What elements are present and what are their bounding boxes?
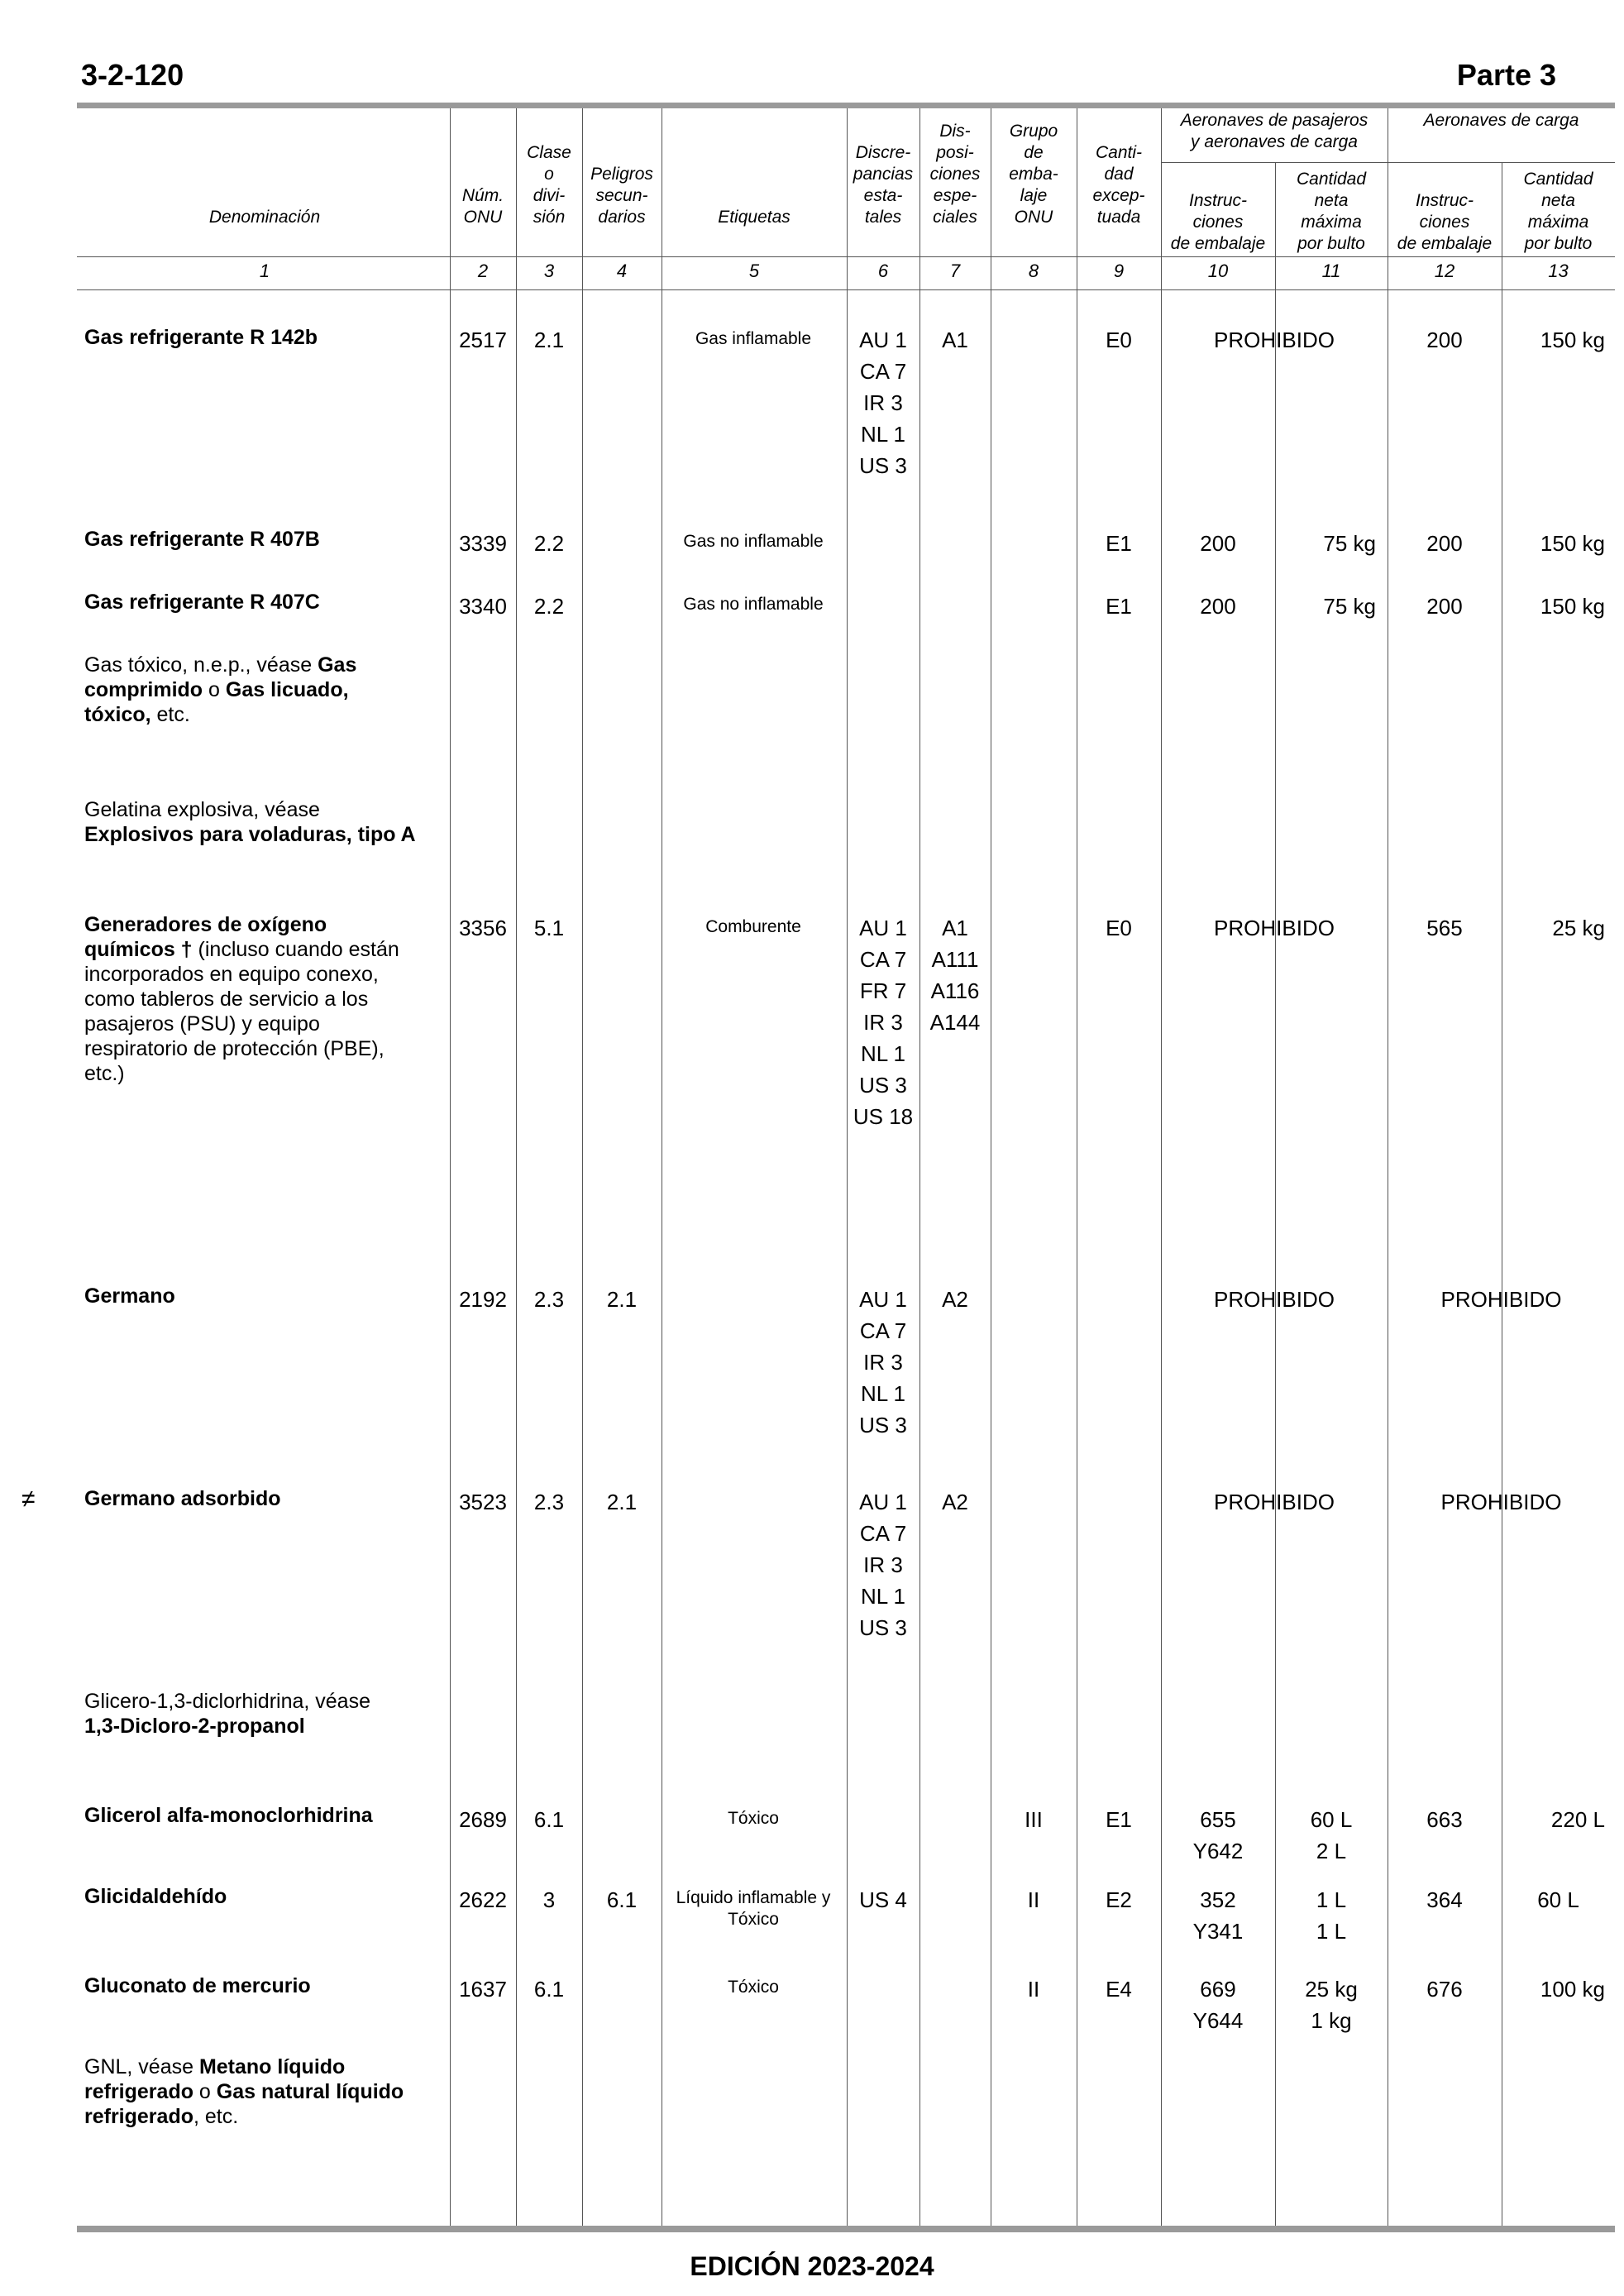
cross-reference-entry: Gas tóxico, n.e.p., véase Gas comprimido o Gas licuado, tóxico, etc. <box>84 653 357 726</box>
col-header-packing-group: Grupo de emba- laje ONU <box>1009 122 1058 227</box>
excepted-quantity: E1 <box>1106 1807 1132 1832</box>
subsidiary-hazard: 6.1 <box>606 1887 638 1912</box>
substance-name: Gas refrigerante R 142b <box>84 326 318 349</box>
cargo-max-quantity: 220 L <box>1550 1807 1605 1832</box>
edition-footer: EDICIÓN 2023-2024 <box>690 2251 934 2281</box>
col-header-cargo-max-net-qty: Cantidad neta máxima por bulto <box>1523 170 1593 253</box>
col-header-excepted-quantity: Canti- dad excep- tuada <box>1092 143 1145 227</box>
un-number: 2622 <box>459 1887 507 1912</box>
col-header-subsidiary-hazards: Peligros secun- darios <box>590 165 653 227</box>
page-section-number: 3-2-120 <box>81 58 184 92</box>
substance-name: Germano <box>84 1284 175 1308</box>
cargo-max-quantity: 150 kg <box>1540 594 1605 619</box>
un-number: 3356 <box>459 916 507 940</box>
pax-prohibited: PROHIBIDO <box>1214 1287 1335 1312</box>
col-group-passenger-aircraft: Aeronaves de pasajeros y aeronaves de carga <box>1180 111 1368 151</box>
excepted-quantity: E1 <box>1106 594 1132 619</box>
cargo-packing-instruction: 565 <box>1426 916 1463 940</box>
cross-reference-entry: Gelatina explosiva, véase Explosivos para voladuras, tipo A <box>84 798 416 846</box>
state-variations: AU 1 CA 7 IR 3 NL 1 US 3 <box>859 1490 907 1640</box>
pax-packing-instruction: 669 Y644 <box>1192 1977 1244 2033</box>
pax-packing-instruction: 200 <box>1200 594 1236 619</box>
cargo-max-quantity: 150 kg <box>1540 328 1605 352</box>
subsidiary-hazard: 2.1 <box>606 1490 638 1514</box>
bottom-rule <box>77 2226 1615 2232</box>
cargo-packing-instruction: 200 <box>1426 594 1463 619</box>
packing-group: III <box>1025 1807 1043 1832</box>
un-number: 3340 <box>459 594 507 619</box>
excepted-quantity: E4 <box>1106 1977 1132 2002</box>
excepted-quantity: E0 <box>1106 916 1132 940</box>
substance-name: Gas refrigerante R 407B <box>84 528 320 551</box>
col-header-special-provisions: Dis- posi- ciones espe- ciales <box>929 122 981 227</box>
cargo-packing-instruction: 200 <box>1426 531 1463 556</box>
state-variations: AU 1 CA 7 FR 7 IR 3 NL 1 US 3 US 18 <box>853 916 914 1129</box>
page-part-label: Parte 3 <box>1456 58 1556 92</box>
pax-packing-instruction: 352 Y341 <box>1192 1887 1244 1944</box>
state-variations: AU 1 CA 7 IR 3 NL 1 US 3 <box>859 328 907 478</box>
class-division: 5.1 <box>533 916 565 940</box>
cargo-prohibited: PROHIBIDO <box>1440 1287 1562 1312</box>
un-number: 2689 <box>459 1807 507 1832</box>
pax-max-quantity: 75 kg <box>1323 531 1376 556</box>
cargo-packing-instruction: 200 <box>1426 328 1463 352</box>
pax-packing-instruction: 655 Y642 <box>1192 1807 1244 1863</box>
col-header-denominacion: Denominación <box>208 208 321 227</box>
class-division: 6.1 <box>533 1807 565 1832</box>
substance-name: Gas refrigerante R 407C <box>84 591 320 614</box>
col-header-cargo-packing-instructions: Instruc- ciones de embalaje <box>1397 191 1493 253</box>
pax-max-quantity: 75 kg <box>1323 594 1376 619</box>
pax-prohibited: PROHIBIDO <box>1214 1490 1335 1514</box>
cargo-packing-instruction: 364 <box>1426 1887 1463 1912</box>
class-division: 2.3 <box>533 1490 565 1514</box>
special-provisions: A2 <box>942 1490 968 1514</box>
hazard-label: Gas no inflamable <box>683 532 824 551</box>
hazard-label: Gas no inflamable <box>683 595 824 614</box>
hazard-label: Líquido inflamable y Tóxico <box>676 1888 831 1929</box>
cargo-packing-instruction: 676 <box>1426 1977 1463 2002</box>
special-provisions: A2 <box>942 1287 968 1312</box>
packing-group: II <box>1027 1977 1040 2002</box>
class-division: 2.2 <box>533 531 565 556</box>
excepted-quantity: E2 <box>1106 1887 1132 1912</box>
col-header-un-number: Núm. ONU <box>461 186 504 227</box>
excepted-quantity: E0 <box>1106 328 1132 352</box>
excepted-quantity: E1 <box>1106 531 1132 556</box>
cargo-max-quantity: 60 L <box>1537 1887 1579 1912</box>
col-header-state-variations: Discre- pancias esta- tales <box>853 143 914 227</box>
hazard-label: Comburente <box>705 917 801 936</box>
cargo-max-quantity: 25 kg <box>1552 916 1605 940</box>
hazard-label: Gas inflamable <box>695 329 812 348</box>
col-header-labels: Etiquetas <box>718 208 791 227</box>
special-provisions: A1 A111 A116 A144 <box>929 916 981 1035</box>
cargo-prohibited: PROHIBIDO <box>1440 1490 1562 1514</box>
change-mark: ≠ <box>21 1485 36 1513</box>
cross-reference-entry: Glicero-1,3-diclorhidrina, véase 1,3-Dicloro-2-propanol <box>84 1690 370 1738</box>
un-number: 3339 <box>459 531 507 556</box>
class-division: 2.3 <box>533 1287 565 1312</box>
un-number: 2192 <box>459 1287 507 1312</box>
col-header-pax-packing-instructions: Instruc- ciones de embalaje <box>1170 191 1266 253</box>
class-division: 2.1 <box>533 328 565 352</box>
col-header-pax-max-net-qty: Cantidad neta máxima por bulto <box>1296 170 1367 253</box>
col-group-cargo-aircraft: Aeronaves de carga <box>1423 111 1579 130</box>
cargo-packing-instruction: 663 <box>1426 1807 1463 1832</box>
substance-name: Gluconato de mercurio <box>84 1974 311 1997</box>
hazard-label: Tóxico <box>728 1809 779 1828</box>
class-division: 6.1 <box>533 1977 565 2002</box>
hazard-label: Tóxico <box>728 1978 779 1997</box>
substance-name: Glicerol alfa-monoclorhidrina <box>84 1804 373 1827</box>
class-division: 2.2 <box>533 594 565 619</box>
pax-prohibited: PROHIBIDO <box>1214 328 1335 352</box>
substance-name: Generadores de oxígeno químicos † (incluso cuando están incorporados en equipo conexo, como tableros de servicio a los pasajeros (PSU) y equipo respiratorio de protección (PBE), etc.) <box>84 913 399 1085</box>
packing-group: II <box>1027 1887 1040 1912</box>
un-number: 3523 <box>459 1490 507 1514</box>
un-number: 1637 <box>459 1977 507 2002</box>
cargo-max-quantity: 150 kg <box>1540 531 1605 556</box>
subsidiary-hazard: 2.1 <box>606 1287 638 1312</box>
top-rule <box>77 103 1615 108</box>
special-provisions: A1 <box>942 328 968 352</box>
state-variations: US 4 <box>859 1887 907 1912</box>
col-header-class: Clase o divi- sión <box>527 143 571 227</box>
pax-prohibited: PROHIBIDO <box>1214 916 1335 940</box>
cross-reference-entry: GNL, véase Metano líquido refrigerado o Gas natural líquido refrigerado, etc. <box>84 2055 404 2128</box>
pax-packing-instruction: 200 <box>1200 531 1236 556</box>
cargo-max-quantity: 100 kg <box>1540 1977 1605 2002</box>
class-division: 3 <box>542 1887 556 1912</box>
state-variations: AU 1 CA 7 IR 3 NL 1 US 3 <box>859 1287 907 1437</box>
pax-max-quantity: 60 L 2 L <box>1310 1807 1353 1863</box>
substance-name: Glicidaldehído <box>84 1885 227 1908</box>
pax-max-quantity: 25 kg 1 kg <box>1305 1977 1358 2033</box>
un-number: 2517 <box>459 328 507 352</box>
substance-name: Germano adsorbido <box>84 1487 281 1510</box>
pax-max-quantity: 1 L 1 L <box>1316 1887 1347 1944</box>
